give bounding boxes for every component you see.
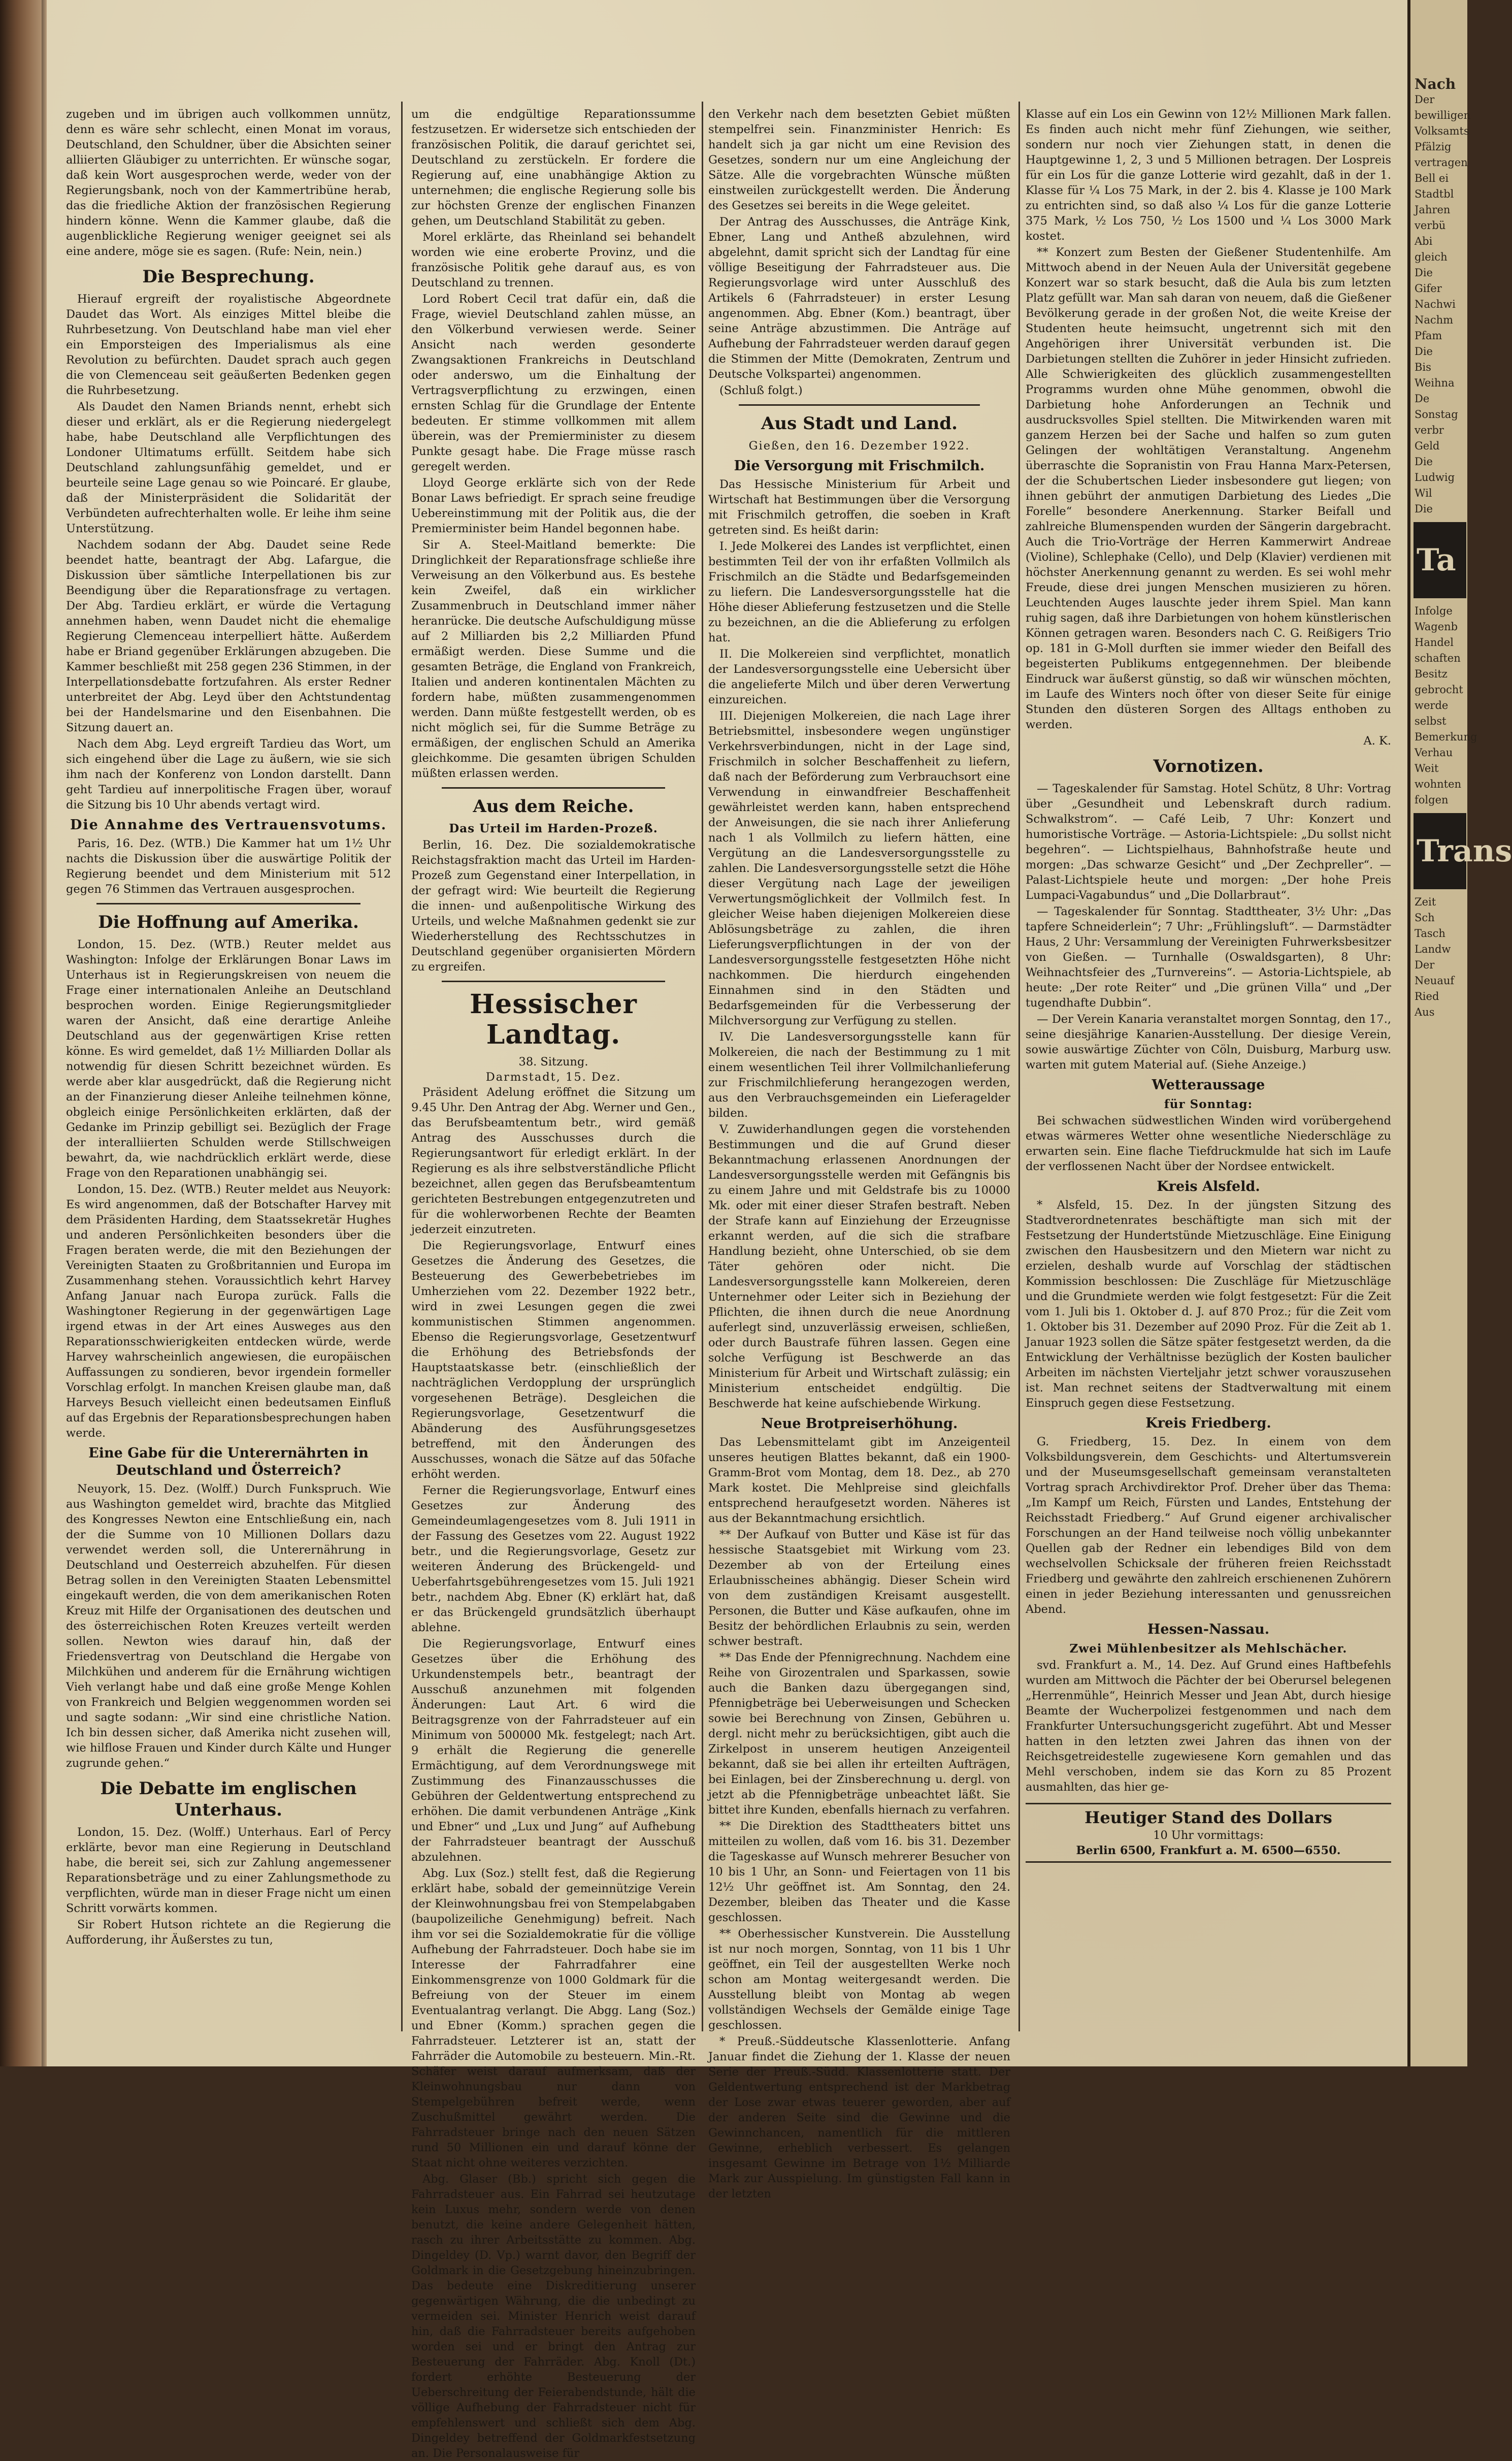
- article-text: Das Hessische Ministerium für Arbeit und Wirtschaft hat Bestimmungen über die Versorgung mit Frischmilch getroffen, die soeben in Kraft getreten sind. Es heißt darin:: [708, 478, 1010, 537]
- article-text: I. Jede Molkerei des Landes ist verpflichtet, einen bestimmten Teil der von ihr erfaßten Vollmilch als Frischmilch an die Städte und Bedarfsgemeinden zu liefern. Die Landesversorgungsstelle hat die Höhe dieser Ablieferung festzusetzen und die Stelle zu bezeichnen, an die die Ablieferung zu erfolgen hat.: [708, 540, 1010, 644]
- adjacent-page-fragment: selbst: [1415, 715, 1447, 727]
- adjacent-page-fragment: Weit: [1415, 762, 1439, 774]
- headline-debatte: Die Debatte im englischen Unterhaus.: [100, 1778, 357, 1820]
- article-text: svd. Frankfurt a. M., 14. Dez. Auf Grund eines Haftbefehls wurden am Mittwoch die Pächter der bei Oberursel belegenen „Herrenmühle“, Heinrich Messer und Jean Abt, durch hiesige Beamte der Wucherpolizei festgenommen und nach dem Frankfurter Untersuchungsgericht zugeführt. Abt und Messer hatten in den letzten zwei Jahren das ihnen von der Reichsgetreidestelle zugewiesene Korn gemahlen und das Mehl verschoben, indem sie das Korn zu 85 Prozent ausmahlten, das hier ge-: [1026, 1659, 1391, 1794]
- adjacent-page-fragment: Handel: [1415, 636, 1454, 649]
- continued-note: (Schluß folgt.): [719, 384, 803, 397]
- article-text: Hierauf ergreift der royalistische Abgeordnete Daudet das Wort. Als einziges Mittel bleibe die Ruhrbesetzung. Von Deutschland habe man viel eher ein Emporsteigen des Imperialismus als eine Revolution zu befürchten. Daudet sprach auch gegen die von Clemenceau seit geäußerten Bedenken gegen die Ruhrbesetzung.: [66, 293, 391, 397]
- article-text: London, 15. Dez. (WTB.) Reuter meldet aus Washington: Infolge der Erklärungen Bonar Laws im Unterhaus ist in Regierungskreisen von neuem die Frage einer internationalen Anleihe an Deutschland besprochen worden. Einige Regierungsmitglieder waren der Ansicht, daß eine derartige Anleihe Deutschland aus der gegenwärtigen Krise retten könne. Es wird gemeldet, daß 1½ Milliarden Dollar als notwendig für diesen Schritt bezeichnet würden. Es werde aber klar ausgedrückt, daß die Regierung nicht an der Finanzierung dieser Anleihe teilnehmen könne, obgleich einige Persönlichkeiten erklärten, daß der Gedanke im Prinzip gebilligt sei. Bezüglich der Frage der interalliierten Schulden werde Stillschweigen bewahrt, da, wie nachdrücklich erklärt werde, diese Frage von den Reparationen unabhängig sei.: [66, 938, 391, 1180]
- column-4: [1026, 107, 1391, 2036]
- article-text: ** Das Ende der Pfennigrechnung. Nachdem eine Reihe von Girozentralen und Sparkassen, sowie auch die Banken dazu übergegangen sind, Pfennigbeträge bei Ueberweisungen und Schecken sowie bei Berechnung von Zinsen, Gebühren u. dergl. nicht mehr zu berücksichtigen, gibt auch die Zirkelpost in unserem heutigen Anzeigenteil bekannt, daß sie bei allen ihr erteilten Aufträgen, bei Einlagen, bei der Zinsberechnung u. dergl. von jetzt ab die Pfennigbeträge unbeachtet läßt. Sie bittet ihre Kunden, ebenfalls hiernach zu verfahren.: [708, 1651, 1010, 1817]
- separator: [442, 787, 665, 789]
- article-text: Sir A. Steel-Maitland bemerkte: Die Dringlichkeit der Reparationsfrage schließe ihre Verweisung an den Völkerbund aus. Es bestehe kein Zweifel, daß ein wirklicher Zusammenbruch in Deutschland immer näher heranrücke. Die deutsche Aufschuldigung müsse auf 2 Milliarden bis 2,2 Milliarden Pfund ermäßigt werden. Diese Summe und die gesamten Beträge, die England von Frankreich, Italien und anderen kontinentalen Mächten zu fordern habe, müßten zusammengenommen werden. Dann müßte festgestellt werden, ob es nicht möglich sei, für die Summe Beträge zu ermäßigen, der englischen Schuld an Amerika gleichkomme. Die gesamten übrigen Schulden müßten erlassen werden.: [411, 538, 696, 780]
- adjacent-page-fragment: Neuauf: [1415, 975, 1455, 987]
- adjacent-page-fragment: Bis: [1415, 361, 1431, 373]
- separator: [96, 903, 360, 904]
- article-text: Präsident Adelung eröffnet die Sitzung um 9.45 Uhr. Den Antrag der Abg. Werner und Gen., das Berufsbeamtentum betr., wird gemäß Antrag des Ausschusses durch die Regierungsantwort für erledigt erklärt. In der Regierung es als ihre selbstverständliche Pflicht bezeichnet, allen gegen das Berufsbeamtentum gerichteten Bestrebungen entgegenzutreten und für die wohlerworbenen Rechte der Beamten jederzeit einzutreten.: [411, 1086, 696, 1236]
- headline-frischmilch: Die Versorgung mit Frischmilch.: [734, 458, 985, 474]
- adjacent-page-fragment: Ludwig: [1415, 471, 1455, 483]
- adjacent-page-fragment: Abi: [1415, 235, 1433, 247]
- column-1: [66, 107, 391, 2036]
- headline-hessen-nassau: Hessen-Nassau.: [1147, 1622, 1270, 1637]
- article-text: Nach dem Abg. Leyd ergreift Tardieu das Wort, um sich eingehend über die Lage zu äußern, wie sie sich ihm nach der Konferenz von London darstellt. Dann geht Tardieu auf innerpolitische Fragen über, worauf die Sitzung bis 10 Uhr abends vertagt wird.: [66, 737, 391, 812]
- adjacent-page-fragment: vertragen: [1415, 156, 1468, 169]
- separator: [739, 404, 980, 406]
- adjacent-page-fragment: Die: [1415, 456, 1433, 468]
- subheadline-harden: Das Urteil im Harden-Prozeß.: [449, 822, 658, 835]
- adjacent-page-fragment: Nachwi: [1415, 298, 1456, 310]
- separator: [442, 981, 665, 982]
- adjacent-page-fragment: Geld: [1415, 440, 1440, 452]
- article-text: um die endgültige Reparationssumme festzusetzen. Er widersetze sich entschieden der französischen Politik, die darauf gerichtet sei, Deutschland zu zerstückeln. Er fordere die Regierung auf, eine unabhängige Aktion zu unternehmen; die englische Regierung solle bis zur höchsten Grenze der englischen Finanzen gehen, um Deutschland Stabilität zu geben.: [411, 108, 696, 228]
- column-rule: [401, 102, 403, 2031]
- article-text: Bei schwachen südwestlichen Winden wird vorübergehend etwas wärmeres Wetter ohne wesentliche Niederschläge zu erwarten sein. Eine flache Tiefdruckmulde hat sich im Laufe der verflossenen Nacht über der Nordsee entwickelt.: [1026, 1114, 1391, 1173]
- article-text: Nachdem sodann der Abg. Daudet seine Rede beendet hatte, beantragt der Abg. Lafargue, die Diskussion über sämtliche Interpellationen bis zur Beendigung über die Reparationsfrage zu vertagen. Der Abg. Tardieu erklärt, er würde die Vertagung annehmen haben, wenn Daudet nicht die ehemalige Regierung Clemenceau interpelliert hätte. Außerdem habe er Briand gegenüber Erklärungen abzugeben. Die Kammer beschließt mit 258 gegen 236 Stimmen, in der Interpellationsdebatte fortzufahren. Als erster Redner unterbreitet der Abg. Leyd über den Achtstundentag bei der Handelsmarine und den Eisenbahnen. Die Sitzung dauert an.: [66, 538, 391, 734]
- adjacent-page-fragment: schaften: [1415, 652, 1461, 664]
- adjacent-page-fragment: wohnten: [1415, 778, 1462, 790]
- dollar-rate-box: [1026, 1803, 1391, 1863]
- subheadline-muehlenbesitzer: Zwei Mühlenbesitzer als Mehlschächer.: [1069, 1642, 1347, 1656]
- article-text: ** Oberhessischer Kunstverein. Die Ausstellung ist nur noch morgen, Sonntag, von 11 bis 1 Uhr geöffnet, ein Teil der ausgestellten Werke noch schon am Montag weitergesandt werden. Die Ausstellung bleibt von Montag ab wegen vollständigen Wechsels der Gemälde einige Tage geschlossen.: [708, 1927, 1010, 2032]
- article-text: III. Diejenigen Molkereien, die nach Lage ihrer Betriebsmittel, insbesondere wegen ungünstiger Verkehrsverbindungen, nicht in der Lage sind, Frischmilch in solcher Beschaffenheit zu liefern, daß nach der Beförderung zum Verbrauchsort eine Verwendung in einwandfreier Beschaffenheit gewährleistet werden kann, haben entsprechend der Anweisungen, die sie nach ihrer Anlieferung nach 1 als Vollmilch zu liefern hätten, eine Vergütung an die Landesversorgungsstelle zu zahlen. Die Landesversorgungsstelle setzt die Höhe dieser Vergütung nach Lage der jeweiligen Verwertungsmöglichkeit der Vollmilch fest. In gleicher Weise haben diejenigen Molkereien diese Ablösungsbeträge zu zahlen, die ihren Lieferungsverpflichtungen in der von der Landesversorgungsstelle festgesetzten Höhe nicht nachkommen. Die hierdurch eingehenden Einnahmen sind in den Städten und Bedarfsgemeinden für die Verbesserung der Milchversorgung zur Verfügung zu stellen.: [708, 709, 1010, 1027]
- article-text: Berlin, 16. Dez. Die sozialdemokratische Reichstagsfraktion macht das Urteil im Harden-Prozeß zum Gegenstand einer Interpellation, in der gefragt wird: Wie beurteilt die Regierung die innen- und außenpolitische Wirkung des Urteils, und welche Maßnahmen gedenkt sie zur Wiederherstellung des Rechtsschutzes in Deutschland gegenüber organisierten Mördern zu ergreifen.: [411, 838, 696, 974]
- article-text: London, 15. Dez. (Wolff.) Unterhaus. Earl of Percy erklärte, bevor man eine Regierung in Deutschland habe, die bereit sei, sich zur Zahlung angemessener Reparationsbeträge und zu einer Zahlungsmethode zu verpflichten, würde man in dieser Frage nicht um einen Schritt vorwärts kommen.: [66, 1826, 391, 1915]
- article-text: ** Der Aufkauf von Butter und Käse ist für das hessische Staatsgebiet mit Wirkung vom 23. Dezember ab von der Erteilung eines Erlaubnisscheines abhängig. Dieser Schein wird von dem zuständigen Kreisamt ausgestellt. Personen, die Butter und Käse aufkaufen, ohne im Besitz der behördlichen Erlaubnis zu sein, werden schwer bestraft.: [708, 1528, 1010, 1648]
- adjacent-page-fragment: Ried: [1415, 990, 1439, 1002]
- adjacent-page-strip: [1407, 0, 1512, 2066]
- dateline: Gießen, den 16. Dezember 1922.: [748, 439, 970, 452]
- article-text: Der Antrag des Ausschusses, die Anträge Kink, Ebner, Lang und Antheß abzulehnen, wird abgelehnt, damit spricht sich der Landtag für eine völlige Beseitigung der Fahrradsteuer aus. Die Regierungsvorlage wird unter Ausschluß des Artikels 6 (Fahrradsteuer) in erster Lesung angenommen. Abg. Ebner (Kom.) beantragt, über seine Anträge abzustimmen. Die Anträge auf Aufhebung der Fahrradsteuer werden darauf gegen die Stimmen der Mitte (Demokraten, Zentrum und Deutsche Volkspartei) angenommen.: [708, 215, 1010, 381]
- adjacent-page-fragment: Der: [1415, 93, 1435, 106]
- adjacent-page-fragment: Weihna: [1415, 377, 1455, 389]
- adjacent-page-fragment: Verhau: [1415, 747, 1453, 759]
- adjacent-page-fragment: verbü: [1415, 219, 1446, 232]
- headline-friedberg: Kreis Friedberg.: [1145, 1415, 1271, 1431]
- adjacent-page-fragment: Aus: [1415, 1006, 1435, 1018]
- adjacent-page-fragment: gleich: [1415, 251, 1448, 263]
- column-2: [411, 107, 696, 2460]
- adjacent-page-fragment: Volksamts: [1415, 125, 1469, 137]
- headline-landtag: Hessischer Landtag.: [470, 989, 637, 1050]
- adjacent-page-fragment: Die: [1415, 503, 1433, 515]
- article-text: ** Die Direktion des Stadttheaters bittet uns mitteilen zu wollen, daß vom 16. bis 31. Dezember die Tageskasse auf Wunsch mehrerer Besucher von 10 bis 1 Uhr, an Sonn- und Feiertagen von 11 bis 12½ Uhr geöffnet ist. Am Sonntag, den 24. Dezember, bleiben das Theater und die Kasse geschlossen.: [708, 1820, 1010, 1924]
- headline-wetter: Wetteraussage: [1152, 1077, 1265, 1093]
- article-text: Das Lebensmittelamt gibt im Anzeigenteil unseres heutigen Blattes bekannt, daß ein 1900-Gramm-Brot vom Montag, dem 18. Dez., ab 270 Mark kostet. Die Mehlpreise sind gleichfalls entsprechend heraufgesetzt worden. Näheres ist aus der Bekanntmachung ersichtlich.: [708, 1436, 1010, 1525]
- adjacent-page-fragment: Wil: [1415, 487, 1432, 499]
- adjacent-page-fragment: Nach: [1415, 76, 1456, 92]
- article-text: Paris, 16. Dez. (WTB.) Die Kammer hat um 1½ Uhr nachts die Diskussion über die auswärtige Politik der Regierung beendet und dem Ministerium mit 512 gegen 76 Stimmen das Vertrauen ausgesprochen.: [66, 837, 391, 896]
- article-text: Die Regierungsvorlage, Entwurf eines Gesetzes über die Erhöhung des Urkundenstempels betr., beantragt der Ausschuß anzunehmen mit folgenden Änderungen: Laut Art. 6 wird die Beitragsgrenze von der Fahrradsteuer auf ein Minimum von 500000 Mk. festgelegt; nach Art. 9 erhält die Regierung die generelle Ermächtigung, auf dem Verordnungswege mit Zustimmung des Finanzausschusses die Gebühren der Geldentwertung entsprechend zu erhöhen. Die damit verbundenen Anträge „Kink und Ebner“ und „Lux und Jung“ auf Aufhebung der Fahrradsteuer beantragt der Ausschuß abzulehnen.: [411, 1637, 696, 1864]
- article-text: den Verkehr nach dem besetzten Gebiet müßten stempelfrei sein. Finanzminister Henrich: Es handelt sich ja gar nicht um eine Revision des Gesetzes, sondern nur um eine Angleichung der Sätze. Alle die vorgebrachten Wünsche müßten einstweilen zurückgestellt werden. Die Änderung des Gesetzes sei bereits in die Wege geleitet.: [708, 108, 1010, 212]
- adjacent-page-fragment: Besitz: [1415, 668, 1448, 680]
- article-text: Die Regierungsvorlage, Entwurf eines Gesetzes die Änderung des Gesetzes, die Besteuerung des Gewerbebetriebes im Umherziehen vom 22. Dezember 1922 betr., wird in zwei Lesungen gegen die zwei kommunistischen Stimmen angenommen. Ebenso die Regierungsvorlage, Gesetzentwurf die Erhöhung des Betriebsfonds der Hauptstaatskasse betr. (einschließlich der nachträglichen Verdopplung der ursprünglich vorgesehenen Beträge). Desgleichen die Regierungsvorlage, Gesetzentwurf die Abänderung des Ausführungsgesetzes betreffend, mit den Änderungen des Ausschusses, wonach die Sätze auf das 50fache erhöht werden.: [411, 1239, 696, 1481]
- article-text: Als Daudet den Namen Briands nennt, erhebt sich dieser und erklärt, als er die Regierung niedergelegt habe, habe Deutschland alle Verpflichtungen des Londoner Ultimatums erfüllt. Seitdem habe sich Deutschland zahlungsunfähig gemeldet, und er beurteile seine Lage genau so wie Poincaré. Er glaube, daß der Ministerpräsident die Solidarität der Verbündeten aufrechterhalten wolle. Er leihe ihm seine Unterstützung.: [66, 400, 391, 535]
- adjacent-page-fragment: Die: [1415, 267, 1433, 279]
- adjacent-page-fragment: Nachm: [1415, 314, 1454, 326]
- adjacent-page-fragment: Die: [1415, 345, 1433, 358]
- adjacent-page-fragments: [1410, 0, 1512, 1020]
- adjacent-page-fragment: Bell ei: [1415, 172, 1449, 184]
- adjacent-page-fragment: Stadtbl: [1415, 188, 1454, 200]
- book-binding: [0, 0, 47, 2066]
- adjacent-page-fragment: Landw: [1415, 943, 1451, 955]
- adjacent-page-fragment: Sonstag: [1415, 408, 1458, 420]
- column-rule: [702, 102, 703, 2031]
- article-text: zugeben und im übrigen auch vollkommen unnütz, denn es wäre sehr schlecht, einen Monat im voraus, Deutschland, den Schuldner, über die Absichten seiner alliierten Gläubiger zu unterrichten. Er wünsche sogar, daß kein Wort ausgesprochen werde, weder von der Regierungsbank, noch von der Kammertribüne herab, das die friedliche Aktion der französischen Regierung hindern könne. Wenn die Kammer glaube, daß die augenblickliche Regierung weniger geeignet sei als eine andere, möge sie es sagen. (Rufe: Nein, nein.): [66, 108, 391, 258]
- headline-alsfeld: Kreis Alsfeld.: [1157, 1179, 1260, 1194]
- adjacent-page-fragment: Jahren: [1415, 204, 1451, 216]
- article-text: ** Konzert zum Besten der Gießener Studentenhilfe. Am Mittwoch abend in der Neuen Aula der Universität gegebene Konzert war so stark besucht, daß die Aula bis zum letzten Platz gefüllt war. Man sah daran von neuem, daß die Gießener Bevölkerung gerade in der großen Not, die weite Kreise der Studenten heute heimsucht, ungetrennt sich mit den Angehörigen ihrer Universität verbunden ist. Die Darbietungen stellten die Zuhörer in jeder Hinsicht zufrieden. Alle Schwierigkeiten des glücklich zusammengestellten Programms wurden ohne Mühe genommen, obwohl die Darbietung hohe Anforderungen an Technik und ausdrucksvolles Spiel stellten. Die Mitwirkenden waren mit ganzem Herzen bei der Sache und halfen so zum guten Gelingen der wohltätigen Veranstaltung. Angenehm überraschte die Sopranistin von Frau Hanna Marx-Petersen, der die Schubertschen Lieder insbesondere gut liegen; von ihnen gebührt der anmutigen Darbietung des Liedes „Die Forelle“ besondere Anerkennung. Starker Beifall und zahlreiche Blumenspenden wurden der Sängerin dargebracht. Auch die Trio-Vorträge der Herren Kammerwirt Andreae (Violine), Schlephake (Cello), und Delp (Klavier) verdienen mit höchster Anerkennung genannt zu werden. Es sei wohl mehr Freude, diese drei jungen Menschen musizieren zu hören. Leuchtenden Auges lauschte jeder ihrem Spiel. Man kann ruhig sagen, daß ihre Darbietungen von hohem künstlerischen Können getragen waren. Besonders nach C. G. Reißigers Trio op. 181 in G-Moll durften sie immer wieder den Beifall des begeisterten Publikums entgegennehmen. Der bleibende Eindruck war äußerst günstig, so daß wir wünschen möchten, im Laufe des Winters noch öfter von dieser Seite für einige Stunden den düsteren Sorgen des Alltags enthoben zu werden.: [1026, 246, 1391, 731]
- adjacent-page-fragment: Wagenb: [1415, 621, 1458, 633]
- subheadline-wetter: für Sonntag:: [1164, 1097, 1253, 1111]
- article-text: — Der Verein Kanaria veranstaltet morgen Sonntag, den 17., seine diesjährige Kanarien-Ausstellung. Der diesige Verein, sowie auswärtige Züchter von Cöln, Duisburg, Marburg usw. warten mit gutem Material auf. (Siehe Anzeige.): [1026, 1013, 1391, 1072]
- article-text: IV. Die Landesversorgungsstelle kann für Molkereien, die nach der Bestimmung zu 1 mit einem wesentlichen Teil ihrer Vollmilchanlieferung zur Frischmilchlieferung herangezogen werden, aus den Verbrauchsgemeinden ein Lieferagelder bilden.: [708, 1030, 1010, 1120]
- adjacent-page-fragment: Bemerkung: [1415, 731, 1477, 743]
- article-text: Neuyork, 15. Dez. (Wolff.) Durch Funkspruch. Wie aus Washington gemeldet wird, brachte das Mitglied des Kongresses Newton eine Entschließung ein, nach der die Summe von 10 Millionen Dollars dazu verwendet werden soll, die Unterernährung in Deutschland und Oesterreich abzuhelfen. Für diesen Betrag sollen in den Vereinigten Staaten Lebensmittel eingekauft werden, die von dem amerikanischen Roten Kreuz mit Hilfe der Organisationen des deutschen und des österreichischen Roten Kreuzes verteilt werden sollen. Newton wies darauf hin, daß der Friedensvertrag von Deutschland die Hergabe von Milchkühen und anderem für die Ernährung wichtigen Vieh verlangt habe und daß eine große Menge Kohlen von Frankreich und Belgien weggenommen worden sei und sagte sodann: „Wir sind eine christliche Nation. Ich bin dessen sicher, daß Amerika nicht zusehen will, wie hilflose Frauen und Kinder durch Kälte und Hunger zugrunde gehen.“: [66, 1482, 391, 1770]
- dateline: Darmstadt, 15. Dez.: [485, 1071, 621, 1084]
- article-text: II. Die Molkereien sind verpflichtet, monatlich der Landesversorgungsstelle eine Uebersicht über die angelieferte Milch und über deren Verwertung einzureichen.: [708, 647, 1010, 706]
- article-text: Lloyd George erklärte sich von der Rede Bonar Laws befriedigt. Er sprach seine freudige Uebereinstimmung mit der Politik aus, die der Premierminister beim Handel begonnen habe.: [411, 476, 696, 535]
- adjacent-page-fragment: Zeit: [1415, 896, 1436, 908]
- adjacent-page-fragment: folgen: [1415, 794, 1449, 806]
- article-text: — Tageskalender für Sonntag. Stadttheater, 3½ Uhr: „Das tapfere Schneiderlein“; 7 Uhr: „Frühlingsluft“. — Darmstädter Haus, 2 Uhr: Versammlung der Vereinigten Fuhrwerksbesitzer von Gießen. — Turnhalle (Oswaldsgarten), 8 Uhr: Weihnachtsfeier des „Turnvereins“. — Astoria-Lichtspiele, ab heute: „Der rote Reiter“ und „Die grünen Villa“ und „Der tugendhafte Dubbin“.: [1026, 905, 1391, 1010]
- adjacent-page-fragment: Gifer: [1415, 282, 1442, 295]
- article-text: * Alsfeld, 15. Dez. In der jüngsten Sitzung des Stadtverordnetenrates beschäftigte man sich mit der Festsetzung der Hundertstünde Mietzuschläge. Eine Einigung zwischen den Hausbesitzern und den Mietern war nicht zu erzielen, deshalb wurde auf Vorschlag der städtischen Kommission beschlossen: Die Zuschläge für Mietzuschläge und die Grundmiete werden wie folgt festgesetzt: Für die Zeit vom 1. Juli bis 1. Oktober d. J. auf 870 Proz.; für die Zeit vom 1. Oktober bis 31. Dezember auf 2090 Proz. Für die Zeit ab 1. Januar 1923 sollen die Sätze später festgesetzt werden, da die Entwicklung der Verhältnisse bezüglich der Kosten baulicher Arbeiten im nächsten Vierteljahr jetzt schwer vorauszusehen ist. Man rechnet seitens der Stadtverwaltung mit einem Einspruch gegen diese Festsetzung.: [1026, 1199, 1391, 1410]
- headline-brotpreis: Neue Brotpreiserhöhung.: [761, 1416, 958, 1432]
- article-text: * Preuß.-Süddeutsche Klassenlotterie. Anfang Januar findet die Ziehung der 1. Klasse der neuen Serie der Preuß.-Südd. Klassenlotterie statt. Der Geldentwertung entsprechend ist der Markbetrag der Lose zwar etwas teuerer geworden, aber auf der anderen Seite sind die Gewinne und die Gewinnchancen, namentlich für die mittleren Gewinne, erheblich verbessert. Es gelangen insgesamt Gewinne im Betrage von 1½ Milliarde Mark zur Ausspielung. Im günstigsten Fall kann in der letzten: [708, 2035, 1010, 2200]
- adjacent-page-fragment: Sch: [1415, 912, 1435, 924]
- column-3: [708, 107, 1010, 2200]
- adjacent-page-ad-block: Ta: [1414, 522, 1466, 598]
- column-rule: [1018, 102, 1020, 2031]
- adjacent-page-fragment: De: [1415, 393, 1430, 405]
- dollar-rate-title: Heutiger Stand des Dollars: [1084, 1808, 1332, 1827]
- adjacent-page-fragment: Der: [1415, 959, 1435, 971]
- adjacent-page-fragment: verbr: [1415, 424, 1444, 436]
- article-text: V. Zuwiderhandlungen gegen die vorstehenden Bestimmungen und die auf Grund dieser Bekanntmachung erlassenen Anordnungen der Landesversorgungsstelle werden mit Gefängnis bis zu einem Jahre und mit Geldstrafe bis zu 10000 Mk. oder mit einer dieser Strafen bestraft. Neben der Strafe kann auf Einziehung der Erzeugnisse erkannt werden, auf die sich die strafbare Handlung bezieht, ohne Unterschied, ob sie dem Täter gehören oder nicht. Die Landesversorgungsstelle kann Molkereien, deren Unternehmer oder Leiter sich in Beziehung der Pflichten, die ihnen durch die neue Anordnung auferlegt sind, unzuverlässig erweisen, schließen, oder durch Baustrafe führen lassen. Gegen eine solche Verfügung ist Beschwerde an das Ministerium für Arbeit und Wirtschaft zulässig; ein Ministerium entscheidet endgültig. Die Beschwerde hat keine aufschiebende Wirkung.: [708, 1123, 1010, 1410]
- adjacent-page-fragment: Tasch: [1415, 927, 1445, 940]
- article-text: G. Friedberg, 15. Dez. In einem von dem Volksbildungsverein, dem Geschichts- und Altertumsverein und der Museumsgesellschaft gemeinsam veranstalteten Vortrag sprach Archivdirektor Prof. Dreher über das Thema: „Im Kampf um Reich, Fürsten und Landes, Entstehung der Reichsstadt Friedberg.“ Auf Grund eigener archivalischer Forschungen an der Hand teilweise noch völlig unbekannter Quellen gab der Redner ein lebendiges Bild von dem wechselvollen Schicksale der früheren freien Reichsstadt Friedberg und gewährte den zahlreich erschienenen Zuhörern einen in jeder Beziehung interessanten und genussreichen Abend.: [1026, 1435, 1391, 1616]
- adjacent-page-fragment: Pfam: [1415, 330, 1442, 342]
- session-number: 38. Sitzung.: [518, 1055, 588, 1068]
- headline-amerika: Die Hoffnung auf Amerika.: [98, 912, 359, 932]
- article-text: Abg. Glaser (Bb.) spricht sich gegen die Fahrradsteuer aus. Ein Fahrrad sei heutzutage kein Luxus mehr, sondern werde von denen benutzt, die keine andere Gelegenheit hätten, rasch zu ihrer Arbeitsstätte zu kommen. Abg. Dingeldey (D. Vp.) warnt davor, den Begriff der Goldmark in die Gesetzgebung hineinzubringen. Das bedeute eine Diskreditierung unserer gegenwärtigen Währung, die die unbedingt zu vermeiden sei. Minister Henrich weist darauf hin, daß die Fahrradsteuer bereits aufgehoben worden sei und er bringt den Antrag zur Besteuerung der Fahrräder. Abg. Knoll (Dt.) fordert erhöhte Besteuerung der Ueberschreitung der Feierabendstunde, hält die völlige Aufhebung der Fahrradsteuer nicht für empfehlenswert und schließt sich dem Abg. Dingeldey betreffend der Goldmarkfestsetzung an. Die Personalausweise für: [411, 2173, 696, 2460]
- article-text: London, 15. Dez. (WTB.) Reuter meldet aus Neuyork: Es wird angenommen, daß der Botschafter Harvey mit dem Präsidenten Harding, dem Staatssekretär Hughes und anderen Persönlichkeiten besonders über die Fragen beraten werde, die mit den Beziehungen der Vereinigten Staaten zu Großbritannien und Europa im Zusammenhang stehen. Voraussichtlich kehrt Harvey Anfang Januar nach Europa zurück. Falls die Washingtoner Regierung in der gegenwärtigen Lage irgend etwas in der Art eines Ausweges aus den Reparationsschwierigkeiten entdecken würde, werde Harvey wahrscheinlich angewiesen, die europäischen Auffassungen zu sondieren, bevor irgendein formeller Vorschlag erfolgt. In manchen Kreisen glaube man, daß Harveys Besuch vielleicht einen bedeutsamen Einfluß auf das Ergebnis der Reparationsbesprechungen haben werde.: [66, 1183, 391, 1440]
- headline-vertrauensvotum: Die Annahme des Vertrauensvotums.: [70, 817, 387, 833]
- article-text: Sir Robert Hutson richtete an die Regierung die Aufforderung, ihr Äußerstes zu tun,: [66, 1918, 391, 1947]
- article-text: Ferner die Regierungsvorlage, Entwurf eines Gesetzes zur Änderung des Gemeindeumlagengesetzes vom 8. Juli 1911 in der Fassung des Gesetzes vom 22. August 1922 betr., und die Regierungsvorlage, Gesetz zur weiteren Änderung des Brückengeld- und Ueberfahrtsgebührengesetzes vom 15. Juli 1921 betr., nachdem Abg. Ebner (K) erklärt hat, daß er das Brückengeld grundsätzlich überhaupt ablehne.: [411, 1484, 696, 1634]
- author-signature: A. K.: [1363, 734, 1391, 748]
- headline-gabe: Eine Gabe für die Unterernährten in Deutschland und Österreich?: [88, 1445, 369, 1478]
- article-text: — Tageskalender für Samstag. Hotel Schütz, 8 Uhr: Vortrag über „Gesundheit und Lebenskraft durch radium. Schwalkstrom“. — Café Leib, 7 Uhr: Konzert und humoristische Vorträge. — Astoria-Lichtspiele: „Du sollst nicht begehren“. — Lichtspielhaus, Bahnhofstraße heute und morgen: „Das schwarze Gesicht“ und „Der Zechpreller“. — Palast-Lichtspiele heute und morgen: „Der hohe Preis Lumpaci-Vagabundus“ und „Die Dollarbraut“.: [1026, 782, 1391, 902]
- dollar-rate-time: 10 Uhr vormittags:: [1153, 1829, 1264, 1842]
- article-text: Morel erklärte, das Rheinland sei behandelt worden wie eine eroberte Provinz, und die französische Politik gehe darauf aus, es von Deutschland zu trennen.: [411, 231, 696, 289]
- article-text: Abg. Lux (Soz.) stellt fest, daß die Regierung erklärt habe, sobald der gemeinnützige Verein der Kleinwohnungsbau frei von Stempelabgaben (baupolizeiliche Genehmigung) befreit. Nach ihm vor sei die Sozialdemokratie für die völlige Aufhebung der Fahrradsteuer. Doch habe sie im Interesse der Fahrradfahrer eine Einkommensgrenze von 1000 Goldmark für die Befreiung von der Steuer im einem Eventualantrag verlangt. Die Abgg. Lang (Soz.) und Ebner (Komm.) sprachen gegen die Fahrradsteuer. Letzterer ist an, statt der Fahrräder die Automobile zu besteuern. Min.-Rt. Schäfer weist darauf aufmerksam, daß der Kleinwohnungsbau nur dann von Stempelgebühren befreit werde, wenn Zuschußmittel gewährt werden. Die Fahrradsteuer bringe nach den neuen Sätzen rund 50 Millionen ein und darauf könne der Staat nicht ohne weiteres verzichten.: [411, 1867, 696, 2169]
- adjacent-page-fragment: gebrocht: [1415, 684, 1463, 696]
- adjacent-page-fragment: Pfälzig: [1415, 141, 1452, 153]
- headline-reich: Aus dem Reiche.: [473, 796, 634, 817]
- adjacent-page-ad-block: Trans: [1414, 813, 1466, 889]
- article-text: Klasse auf ein Los ein Gewinn von 12½ Millionen Mark fallen. Es finden auch nicht mehr fünf Ziehungen, wie seither, sondern nur noch vier Ziehungen statt, in denen die Hauptgewinne 1, 2, 3 und 5 Millionen betragen. Der Lospreis für ein Los für die ganze Lotterie wird gezahlt, daß in der 1. Klasse für ¼ Los 75 Mark, in der 2. bis 4. Klasse je 100 Mark zu entrichten sind, so daß also ¼ Los für die ganze Lotterie 375 Mark, ½ Los 750, ½ Los 1500 und ¼ Los 3000 Mark kostet.: [1026, 108, 1391, 243]
- dollar-rate-values: Berlin 6500, Frankfurt a. M. 6500—6550.: [1076, 1844, 1341, 1857]
- adjacent-page-fragment: bewilligen: [1415, 109, 1471, 121]
- article-text: Lord Robert Cecil trat dafür ein, daß die Frage, wieviel Deutschland zahlen müsse, an den Völkerbund verwiesen werde. Seiner Ansicht nach werden gesonderte Zwangsaktionen Frankreichs in Deutschland oder anderswo, um die Einhaltung der Vertragsverpflichtung zu erzwingen, einen ernsten Schlag für die Grundlage der Entente bedeuten. Er stimme vollkommen mit allem überein, was der Premierminister zu diesem Punkte gesagt habe. Die Frage müsse rasch geregelt werden.: [411, 293, 696, 473]
- headline-vornotizen: Vornotizen.: [1153, 756, 1264, 776]
- headline-stadt-land: Aus Stadt und Land.: [761, 413, 958, 434]
- adjacent-page-fragment: Infolge: [1415, 605, 1453, 617]
- headline-besprechung: Die Besprechung.: [142, 267, 315, 287]
- adjacent-page-fragment: werde: [1415, 699, 1449, 711]
